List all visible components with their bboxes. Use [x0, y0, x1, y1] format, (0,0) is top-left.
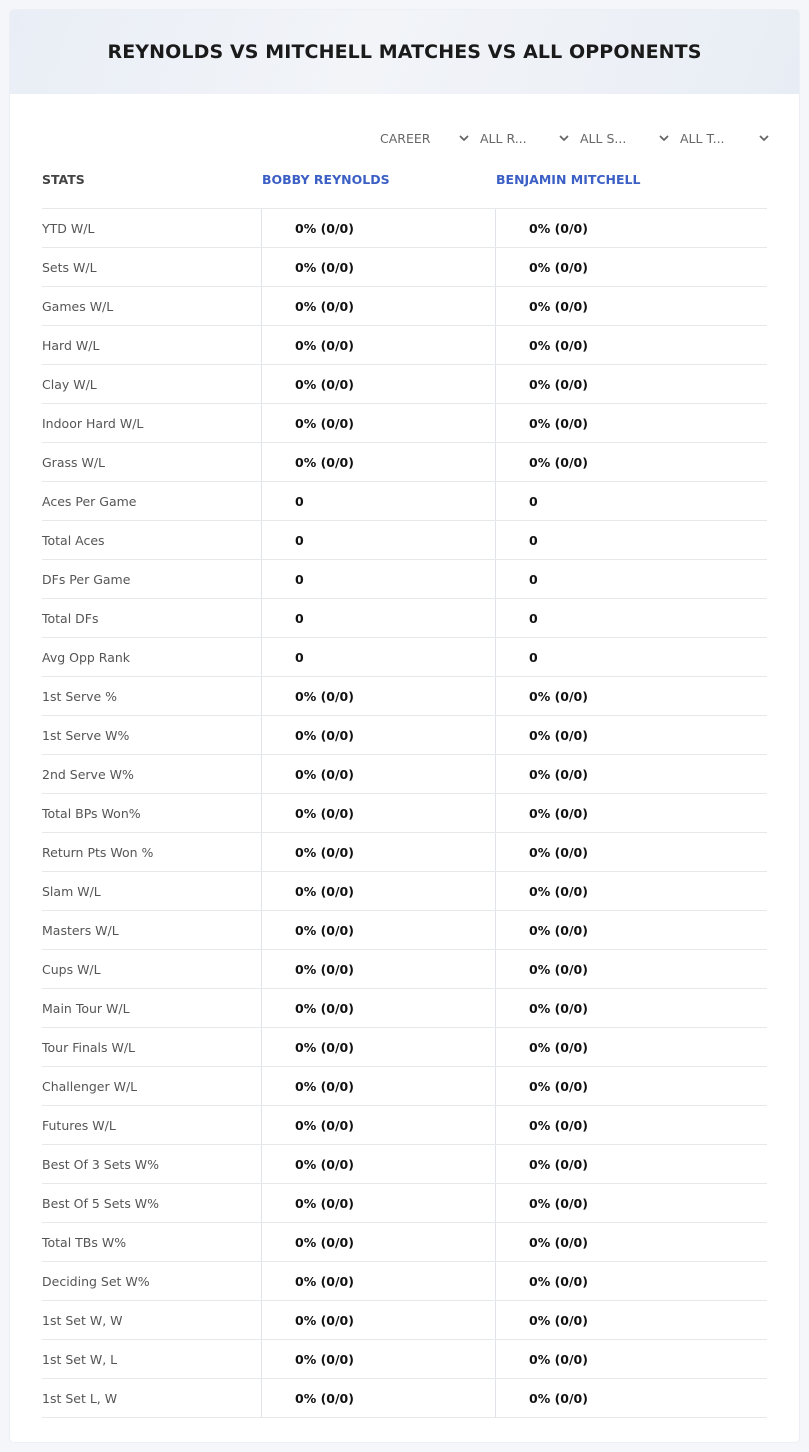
filter-label: ALL R...	[480, 130, 527, 146]
player1-stat-value: 0	[261, 599, 495, 637]
player2-stat-value: 0% (0/0)	[495, 365, 767, 403]
player1-stat-value: 0% (0/0)	[261, 716, 495, 754]
page-header	[10, 10, 799, 94]
stat-label: YTD W/L	[42, 220, 95, 236]
player2-stat-value: 0% (0/0)	[495, 716, 767, 754]
stats-card	[10, 10, 799, 1442]
player1-stat-value: 0% (0/0)	[261, 1184, 495, 1222]
table-row	[42, 910, 767, 949]
page-title: REYNOLDS VS MITCHELL MATCHES VS ALL OPPONENTS	[107, 41, 702, 63]
player1-stat-value: 0	[261, 560, 495, 598]
table-row	[42, 364, 767, 403]
player2-stat-value: 0% (0/0)	[495, 872, 767, 910]
player2-stat-value: 0	[495, 599, 767, 637]
stat-label: Tour Finals W/L	[42, 1039, 136, 1055]
stats-table	[42, 208, 767, 1418]
stat-label: Futures W/L	[42, 1117, 116, 1133]
chevron-down-icon	[458, 132, 470, 144]
table-row	[42, 1261, 767, 1300]
player1-stat-value: 0% (0/0)	[261, 833, 495, 871]
filter-label: ALL S...	[580, 130, 627, 146]
player2-stat-value: 0% (0/0)	[495, 1028, 767, 1066]
stat-label: 1st Set W, W	[42, 1312, 123, 1328]
player2-stat-value: 0% (0/0)	[495, 950, 767, 988]
table-row	[42, 598, 767, 637]
table-row	[42, 1183, 767, 1222]
filter-bar	[380, 128, 770, 148]
player2-stat-value: 0	[495, 482, 767, 520]
stat-label: Main Tour W/L	[42, 1000, 130, 1016]
player1-stat-value: 0% (0/0)	[261, 950, 495, 988]
table-row	[42, 1027, 767, 1066]
player1-stat-value: 0% (0/0)	[261, 794, 495, 832]
table-row	[42, 871, 767, 910]
player1-stat-value: 0% (0/0)	[261, 326, 495, 364]
player1-stat-value: 0	[261, 482, 495, 520]
stat-label: 1st Set L, W	[42, 1390, 118, 1406]
table-row	[42, 442, 767, 481]
table-row	[42, 1066, 767, 1105]
filter-label: ALL T...	[680, 130, 725, 146]
stat-label: Hard W/L	[42, 337, 100, 353]
player2-stat-value: 0% (0/0)	[495, 989, 767, 1027]
player1-stat-value: 0% (0/0)	[261, 287, 495, 325]
player2-stat-value: 0% (0/0)	[495, 755, 767, 793]
stat-label: Masters W/L	[42, 922, 119, 938]
table-row	[42, 520, 767, 559]
stat-label: Avg Opp Rank	[42, 649, 131, 665]
player2-stat-value: 0% (0/0)	[495, 326, 767, 364]
player1-stat-value: 0% (0/0)	[261, 1223, 495, 1261]
table-row	[42, 403, 767, 442]
table-row	[42, 481, 767, 520]
stat-label: Cups W/L	[42, 961, 101, 977]
stat-label: Clay W/L	[42, 376, 97, 392]
player1-stat-value: 0% (0/0)	[261, 755, 495, 793]
stat-label: Grass W/L	[42, 454, 106, 470]
stat-label: Total TBs W%	[42, 1234, 127, 1250]
player2-stat-value: 0% (0/0)	[495, 209, 767, 247]
player1-stat-value: 0% (0/0)	[261, 1262, 495, 1300]
player2-stat-value: 0% (0/0)	[495, 1106, 767, 1144]
player2-stat-value: 0% (0/0)	[495, 404, 767, 442]
player2-stat-value: 0% (0/0)	[495, 911, 767, 949]
table-row	[42, 208, 767, 247]
player2-stat-value: 0% (0/0)	[495, 1223, 767, 1261]
player1-stat-value: 0% (0/0)	[261, 677, 495, 715]
chevron-down-icon	[558, 132, 570, 144]
stat-label: Total DFs	[42, 610, 99, 626]
table-row	[42, 949, 767, 988]
player2-stat-value: 0% (0/0)	[495, 248, 767, 286]
player2-stat-value: 0% (0/0)	[495, 1301, 767, 1339]
stat-label: Challenger W/L	[42, 1078, 138, 1094]
stat-label: 1st Serve %	[42, 688, 118, 704]
table-row	[42, 1339, 767, 1378]
table-row	[42, 988, 767, 1027]
stat-label: 2nd Serve W%	[42, 766, 134, 782]
stat-label: Best Of 5 Sets W%	[42, 1195, 160, 1211]
player1-stat-value: 0% (0/0)	[261, 911, 495, 949]
player1-stat-value: 0% (0/0)	[261, 1340, 495, 1378]
stat-label: Return Pts Won %	[42, 844, 154, 860]
player1-stat-value: 0% (0/0)	[261, 1067, 495, 1105]
player2-stat-value: 0% (0/0)	[495, 794, 767, 832]
table-row	[42, 832, 767, 871]
player2-stat-value: 0% (0/0)	[495, 1340, 767, 1378]
player1-stat-value: 0% (0/0)	[261, 1301, 495, 1339]
stat-label: Indoor Hard W/L	[42, 415, 144, 431]
player2-name-link[interactable]: BENJAMIN MITCHELL	[496, 172, 641, 187]
player1-stat-value: 0	[261, 521, 495, 559]
player1-stat-value: 0% (0/0)	[261, 209, 495, 247]
player2-stat-value: 0% (0/0)	[495, 1145, 767, 1183]
player2-stat-value: 0% (0/0)	[495, 833, 767, 871]
player1-stat-value: 0% (0/0)	[261, 1145, 495, 1183]
table-row	[42, 793, 767, 832]
stat-label: Best Of 3 Sets W%	[42, 1156, 160, 1172]
player1-stat-value: 0% (0/0)	[261, 443, 495, 481]
player2-stat-value: 0% (0/0)	[495, 1067, 767, 1105]
stat-label: 1st Serve W%	[42, 727, 130, 743]
round-filter-select[interactable]	[480, 128, 570, 148]
career-filter-select[interactable]	[380, 128, 470, 148]
player2-stat-value: 0% (0/0)	[495, 677, 767, 715]
stat-label: Total Aces	[42, 532, 105, 548]
player1-stat-value: 0% (0/0)	[261, 1028, 495, 1066]
player1-stat-value: 0% (0/0)	[261, 248, 495, 286]
player2-stat-value: 0	[495, 521, 767, 559]
player2-stat-value: 0% (0/0)	[495, 1262, 767, 1300]
stat-label: Total BPs Won%	[42, 805, 141, 821]
chevron-down-icon	[658, 132, 670, 144]
table-row	[42, 559, 767, 598]
stat-label: Games W/L	[42, 298, 114, 314]
player1-stat-value: 0% (0/0)	[261, 989, 495, 1027]
player1-stat-value: 0% (0/0)	[261, 1379, 495, 1417]
stat-label: DFs Per Game	[42, 571, 131, 587]
stat-label: Slam W/L	[42, 883, 101, 899]
stats-column-header: STATS	[42, 172, 85, 187]
player2-stat-value: 0% (0/0)	[495, 1379, 767, 1417]
table-row	[42, 286, 767, 325]
table-row	[42, 1222, 767, 1261]
table-row	[42, 1378, 767, 1418]
surface-filter-select[interactable]	[580, 128, 670, 148]
table-row	[42, 325, 767, 364]
player1-stat-value: 0% (0/0)	[261, 404, 495, 442]
player2-stat-value: 0% (0/0)	[495, 287, 767, 325]
tournament-filter-select[interactable]	[680, 128, 770, 148]
filter-label: CAREER	[380, 130, 431, 146]
stat-label: Aces Per Game	[42, 493, 137, 509]
player2-stat-value: 0	[495, 560, 767, 598]
chevron-down-icon	[758, 132, 770, 144]
player2-stat-value: 0	[495, 638, 767, 676]
table-row	[42, 1144, 767, 1183]
player1-stat-value: 0% (0/0)	[261, 365, 495, 403]
table-row	[42, 247, 767, 286]
player1-name-link[interactable]: BOBBY REYNOLDS	[262, 172, 390, 187]
table-row	[42, 637, 767, 676]
table-row	[42, 1300, 767, 1339]
player1-stat-value: 0	[261, 638, 495, 676]
table-row	[42, 1105, 767, 1144]
table-row	[42, 676, 767, 715]
player1-stat-value: 0% (0/0)	[261, 872, 495, 910]
table-row	[42, 754, 767, 793]
table-row	[42, 715, 767, 754]
player2-stat-value: 0% (0/0)	[495, 443, 767, 481]
player2-stat-value: 0% (0/0)	[495, 1184, 767, 1222]
player1-stat-value: 0% (0/0)	[261, 1106, 495, 1144]
stat-label: Sets W/L	[42, 259, 97, 275]
stat-label: Deciding Set W%	[42, 1273, 150, 1289]
stat-label: 1st Set W, L	[42, 1351, 118, 1367]
